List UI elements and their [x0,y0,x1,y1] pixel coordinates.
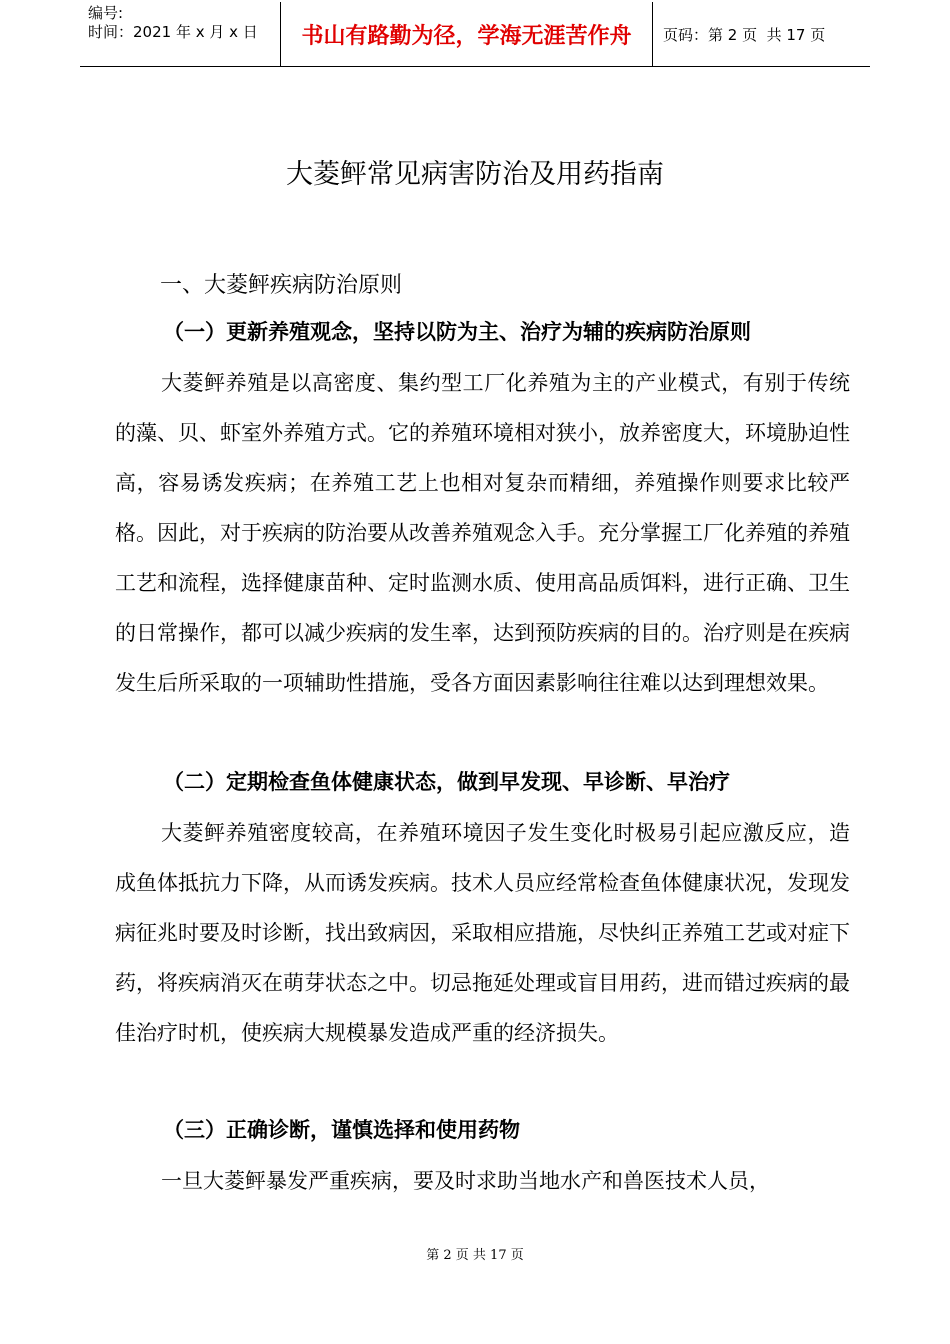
header-page-info [653,2,870,66]
page-footer: 第 2 页 共 17 页 [426,1248,524,1263]
subsection-heading-2: （二）定期检查鱼体健康状态，做到早发现、早诊断、早治疗 [163,769,730,794]
paragraph-2: 大菱鲆养殖密度较高，在养殖环境因子发生变化时极易引起应激反应，造成鱼体抵抗力下降，从而诱发疾病。技术人员应经常检查鱼体健康状况，发现发病征兆时要及时诊断，找出致病因，采取相应措施，尽快纠正养殖工艺或对症下药，将疾病消灭在萌芽状态之中。切忌拖延处理或盲目用药，进而错过疾病的最佳治疗时机，使疾病大规模暴发造成严重的经济损失。 [115,821,850,1045]
header-motto: 书山有路勤为径，学海无涯苦作舟 [281,2,653,66]
document-title: 大菱鲆常见病害防治及用药指南 [286,159,664,190]
subsection-heading-1: （一）更新养殖观念，坚持以防为主、治疗为辅的疾病防治原则 [163,319,751,344]
header-meta [80,2,281,66]
section-heading: 一、大菱鲆疾病防治原则 [160,273,403,298]
subsection-heading-3: （三）正确诊断，谨慎选择和使用药物 [163,1117,520,1142]
paragraph-1: 大菱鲆养殖是以高密度、集约型工厂化养殖为主的产业模式，有别于传统的藻、贝、虾室外养殖方式。它的养殖环境相对狭小，放养密度大，环境胁迫性高，容易诱发疾病；在养殖工艺上也相对复杂而精细，养殖操作则要求比较严格。因此，对于疾病的防治要从改善养殖观念入手。充分掌握工厂化养殖的养殖工艺和流程，选择健康苗种、定时监测水质、使用高品质饵料，进行正确、卫生的日常操作，都可以减少疾病的发生率，达到预防疾病的目的。治疗则是在疾病发生后所采取的一项辅助性措施，受各方面因素影响往往难以达到理想效果。 [115,371,850,695]
paragraph-3: 一旦大菱鲆暴发严重疾病，要及时求助当地水产和兽医技术人员， [161,1169,770,1193]
number-label: 编号: [88,4,124,22]
page-header [80,2,870,67]
time-label: 时间：2021 年 x 月 x 日 [88,23,258,41]
page-info-text: 页码：第 2 页 共 17 页 [663,25,826,44]
